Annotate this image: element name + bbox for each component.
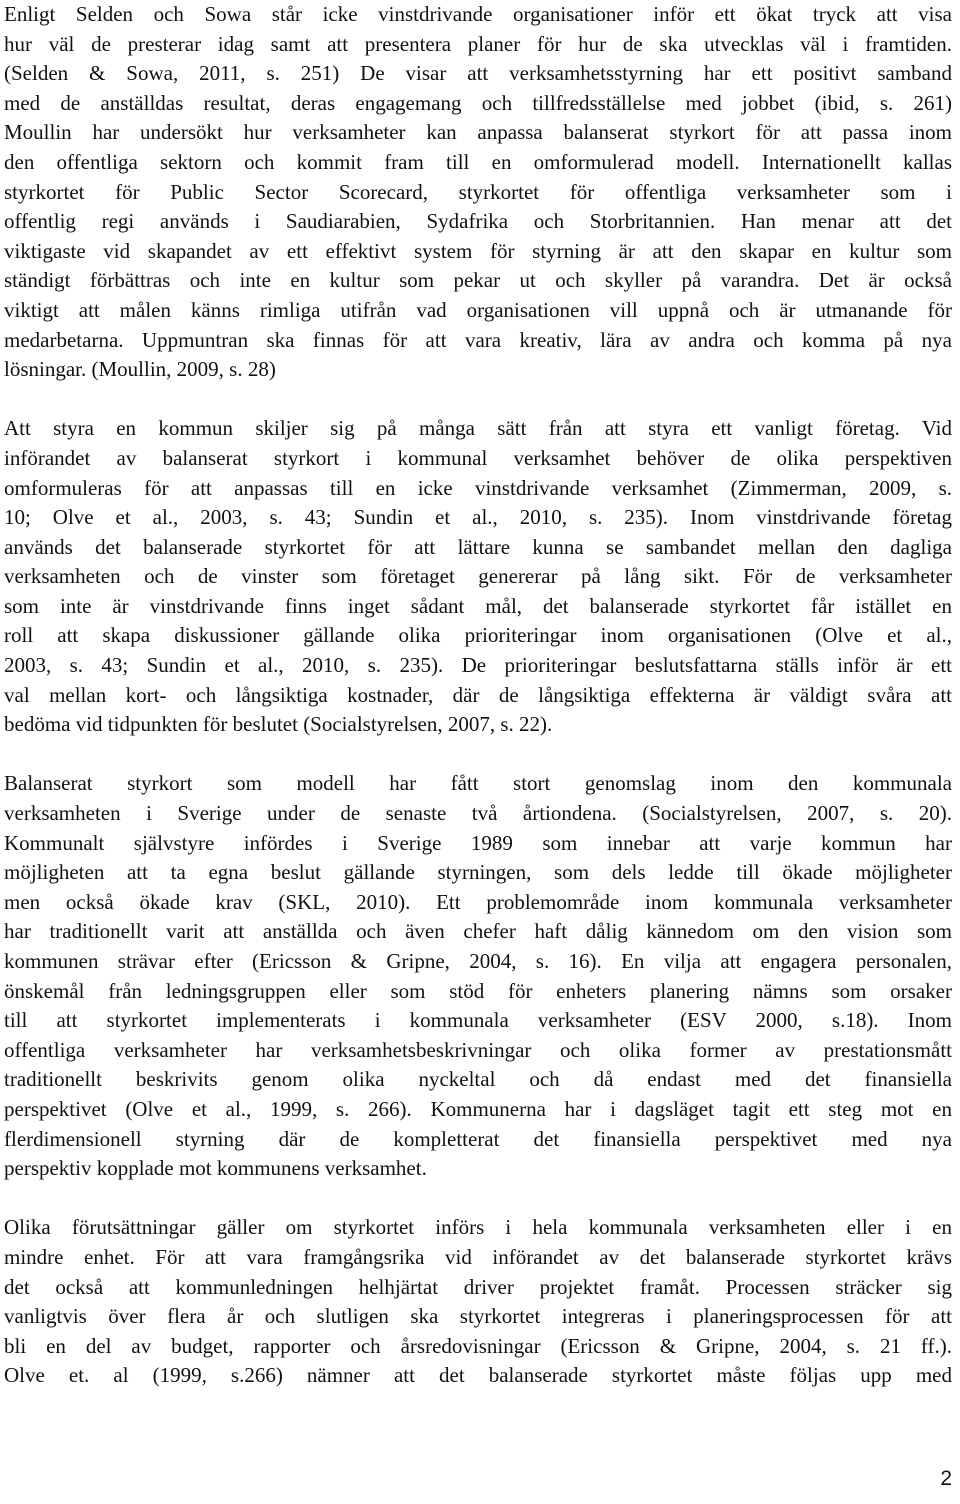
text-line: vanligtvis över flera år och slutligen ska styrkortet integreras i planeringsprocessen för att (4, 1304, 952, 1329)
text-line: offentlig regi används i Saudiarabien, Sydafrika och Storbritannien. Han menar att det (4, 209, 952, 234)
text-line: viktigt att målen känns rimliga utifrån vad organisationen vill uppnå och är utmanande för (4, 297, 952, 322)
text-line: perspektivet (Olve et al., 1999, s. 266). Kommunerna har i dagsläget tagit ett steg mot en (4, 1096, 952, 1121)
paragraph-gap (4, 740, 952, 770)
text-line: den offentliga sektorn och kommit fram till en omformulerad modell. Internationellt kallas (4, 149, 952, 174)
document-page (4, 0, 952, 1504)
text-line: flerdimensionell styrning där de kompletterat det finansiella perspektivet med nya (4, 1126, 952, 1151)
paragraph-3 (4, 769, 952, 1183)
text-line: offentliga verksamheter har verksamhetsbeskrivningar och olika former av prestationsmått (4, 1037, 952, 1062)
text-line: hur väl de presterar idag samt att presentera planer för hur de ska utvecklas väl i framtiden. (4, 31, 952, 56)
text-line: Att styra en kommun skiljer sig på många sätt från att styra ett vanligt företag. Vid (4, 416, 952, 441)
text-line: omformuleras för att anpassas till en icke vinstdrivande verksamhet (Zimmerman, 2009, s. (4, 475, 952, 500)
text-line: traditionellt beskrivits genom olika nyckeltal och då endast med det finansiella (4, 1067, 952, 1092)
paragraph-4 (4, 1213, 952, 1391)
text-line: Balanserat styrkort som modell har fått stort genomslag inom den kommunala (4, 771, 952, 796)
text-line: har traditionellt varit att anställda och även chefer haft dålig kännedom om den vision som (4, 919, 952, 944)
text-line: Moullin har undersökt hur verksamheter kan anpassa balanserat styrkort för att passa inom (4, 120, 952, 145)
text-line: används det balanserade styrkortet för att lättare kunna se sambandet mellan den dagliga (4, 534, 952, 559)
text-line: möjligheten att ta egna beslut gällande styrningen, som dels ledde till ökade möjligheter (4, 860, 952, 885)
text-line: (Selden & Sowa, 2011, s. 251) De visar att verksamhetsstyrning har ett positivt samband (4, 61, 952, 86)
text-line: Enligt Selden och Sowa står icke vinstdrivande organisationer inför ett ökat tryck att visa (4, 2, 952, 26)
text-line: 10; Olve et al., 2003, s. 43; Sundin et al., 2010, s. 235). Inom vinstdrivande företag (4, 505, 952, 530)
text-line: Kommunalt självstyre infördes i Sverige 1989 som innebar att varje kommun har (4, 830, 952, 855)
text-line: mindre enhet. För att vara framgångsrika vid införandet av det balanserade styrkortet krävs (4, 1244, 952, 1269)
text-line: bedöma vid tidpunkten för beslutet (Socialstyrelsen, 2007, s. 22). (4, 712, 553, 737)
text-line: Olika förutsättningar gäller om styrkortet införs i hela kommunala verksamheten eller i en (4, 1215, 952, 1240)
text-line: perspektiv kopplade mot kommunens verksamhet. (4, 1156, 427, 1181)
text-line: med de anställdas resultat, deras engagemang och tillfredsställelse med jobbet (ibid, s. 261) (4, 90, 952, 115)
paragraph-2 (4, 414, 952, 740)
text-line: till att styrkortet implementerats i kommunala verksamheter (ESV 2000, s.18). Inom (4, 1008, 952, 1033)
text-line: medarbetarna. Uppmuntran ska finnas för att vara kreativ, lära av andra och komma på nya (4, 327, 952, 352)
paragraph-1 (4, 0, 952, 385)
text-line: val mellan kort- och långsiktiga kostnader, där de långsiktiga effekterna är väldigt svåra att (4, 682, 952, 707)
text-line: ständigt förbättras och inte en kultur som pekar ut och skyller på varandra. Det är också (4, 268, 952, 293)
text-line: men också ökade krav (SKL, 2010). Ett problemområde inom kommunala verksamheter (4, 889, 952, 914)
text-line: som inte är vinstdrivande finns inget sådant mål, det balanserade styrkortet får istället en (4, 593, 952, 618)
text-line: viktigaste vid skapandet av ett effektivt system för styrning är att den skapar en kultur som (4, 238, 952, 263)
text-line: Olve et. al (1999, s.266) nämner att det balanserade styrkortet måste följas upp med (4, 1363, 952, 1388)
text-line: roll att skapa diskussioner gällande olika prioriteringar inom organisationen (Olve et al., (4, 623, 952, 648)
text-line: det också att kommunledningen helhjärtat driver projektet framåt. Processen sträcker sig (4, 1274, 952, 1299)
text-line: verksamheten och de vinster som företaget genererar på lång sikt. För de verksamheter (4, 564, 952, 589)
text-line: 2003, s. 43; Sundin et al., 2010, s. 235). De prioriteringar beslutsfattarna ställs inför är ett (4, 653, 952, 678)
paragraph-gap (4, 1184, 952, 1214)
page-number: 2 (940, 1467, 952, 1490)
text-line: styrkortet för Public Sector Scorecard, styrkortet för offentliga verksamheter som i (4, 179, 952, 204)
paragraph-gap (4, 385, 952, 415)
text-line: bli en del av budget, rapporter och årsredovisningar (Ericsson & Gripne, 2004, s. 21 ff.). (4, 1333, 952, 1358)
text-line: önskemål från ledningsgruppen eller som stöd för enheters planering nämns som orsaker (4, 978, 952, 1003)
text-line: kommunen strävar efter (Ericsson & Gripne, 2004, s. 16). En vilja att engagera personalen, (4, 949, 952, 973)
text-line: införandet av balanserat styrkort i kommunal verksamhet behöver de olika perspektiven (4, 445, 952, 470)
text-line: lösningar. (Moullin, 2009, s. 28) (4, 357, 276, 382)
text-line: verksamheten i Sverige under de senaste två årtiondena. (Socialstyrelsen, 2007, s. 20). (4, 801, 952, 826)
